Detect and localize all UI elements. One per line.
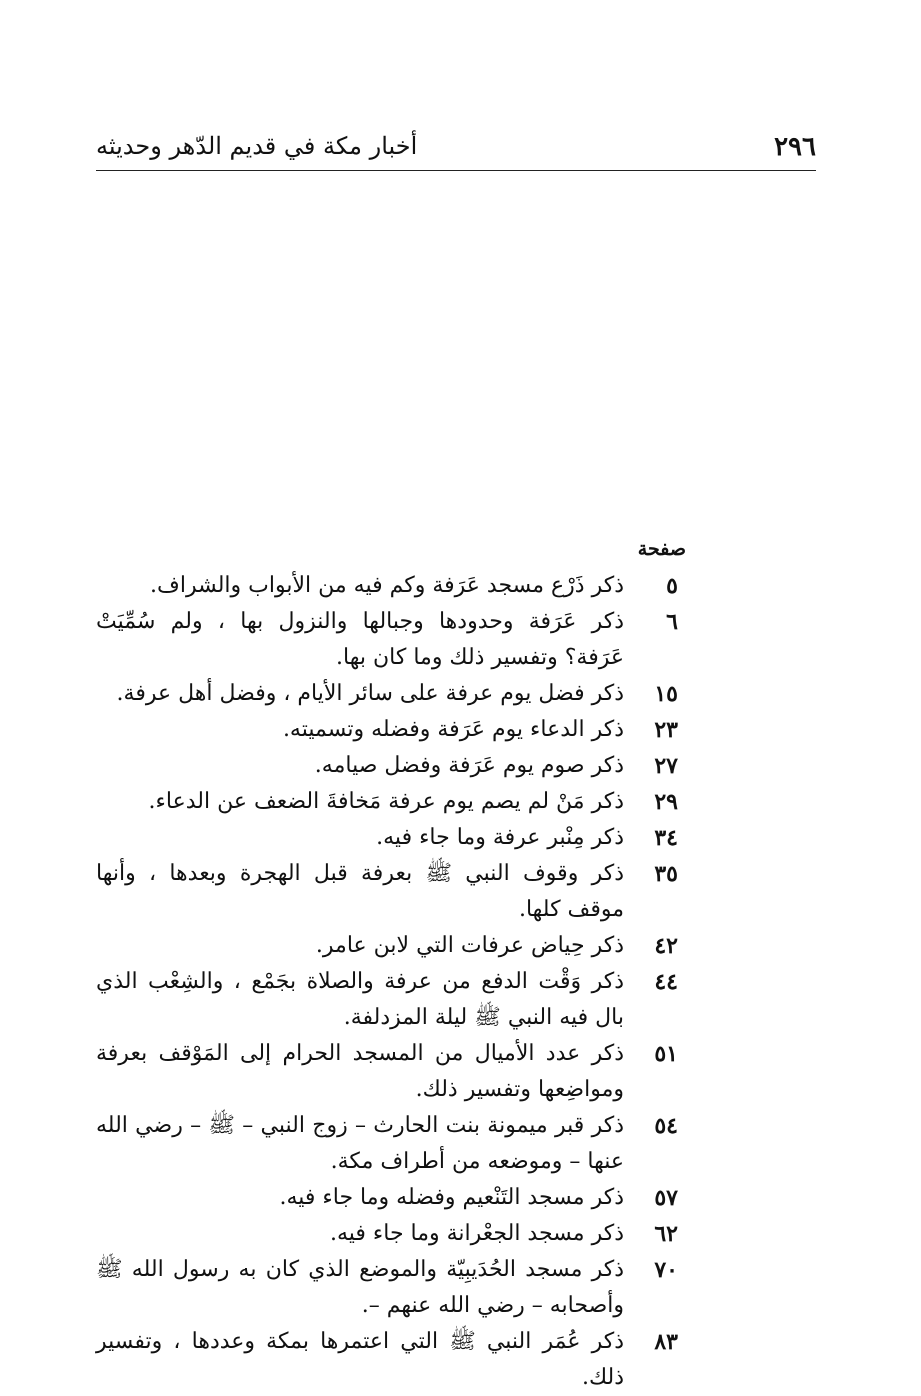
toc-entry-page-number: ٤٤ bbox=[654, 969, 678, 995]
toc-entry bbox=[96, 964, 686, 1036]
toc-entry-page-number: ٢٧ bbox=[654, 753, 678, 779]
toc-entry bbox=[96, 1216, 686, 1252]
toc-entry-page-number: ١٥ bbox=[654, 681, 678, 707]
toc-entry-page-number: ٨٣ bbox=[654, 1329, 678, 1355]
toc-entry-title: ذكر ذَرْع مسجد عَرَفة وكم فيه من الأبواب والشراف. bbox=[150, 573, 624, 598]
toc-entry-page-number: ٦ bbox=[666, 609, 678, 635]
toc-entry bbox=[96, 748, 686, 784]
page-column-heading: صفحة bbox=[637, 538, 686, 560]
toc-entry bbox=[96, 1108, 686, 1180]
toc-entry-title: ذكر عَرَفة وحدودها وجبالها والنزول بها ، ولم سُمِّيَتْ عَرَفة؟ وتفسير ذلك وما كان بها. bbox=[96, 609, 624, 670]
toc-entry-title: ذكر مَنْ لم يصم يوم عرفة مَخافةَ الضعف عن الدعاء. bbox=[148, 789, 624, 814]
toc-entry-page-number: ٧٠ bbox=[654, 1257, 678, 1283]
toc-entry-title: ذكر مِنْبر عرفة وما جاء فيه. bbox=[376, 825, 624, 850]
toc-entry-title: ذكر حِياض عرفات التي لابن عامر. bbox=[315, 933, 624, 958]
toc-entry-page-number: ٥٧ bbox=[654, 1185, 678, 1211]
toc-entry-title: ذكر مسجد التَنْعيم وفضله وما جاء فيه. bbox=[279, 1185, 624, 1210]
toc-entry bbox=[96, 856, 686, 928]
toc-entry-title: ذكر وَقْت الدفع من عرفة والصلاة بجَمْع ، والشِعْب الذي بال فيه النبي ﷺ ليلة المزدلفة. bbox=[96, 969, 624, 1030]
toc-entry-title: ذكر فضل يوم عرفة على سائر الأيام ، وفضل أهل عرفة. bbox=[116, 681, 624, 706]
toc-entry bbox=[96, 1252, 686, 1324]
running-title: أخبار مكة في قديم الدّهر وحديثه bbox=[96, 132, 418, 160]
page-number: ٢٩٦ bbox=[774, 132, 816, 162]
toc-entry-title: ذكر الدعاء يوم عَرَفة وفضله وتسميته. bbox=[282, 717, 624, 742]
toc-entry-page-number: ٦٢ bbox=[654, 1221, 678, 1247]
toc-entry-title: ذكر مسجد الجعْرانة وما جاء فيه. bbox=[329, 1221, 624, 1246]
toc-entry-title: ذكر وقوف النبي ﷺ بعرفة قبل الهجرة وبعدها ، وأنها موقف كلها. bbox=[96, 861, 624, 922]
toc-entry bbox=[96, 568, 686, 604]
toc-entry-page-number: ٣٥ bbox=[654, 861, 678, 887]
toc-entry-page-number: ٢٩ bbox=[654, 789, 678, 815]
toc-entry-title: ذكر قبر ميمونة بنت الحارث – زوج النبي – ﷺ – رضي الله عنها – وموضعه من أطراف مكة. bbox=[96, 1113, 624, 1174]
toc-entry-page-number: ٥ bbox=[666, 573, 678, 599]
toc-entry-page-number: ٢٣ bbox=[654, 717, 678, 743]
toc-entry-page-number: ٥٤ bbox=[654, 1113, 678, 1139]
toc-entry-title: ذكر عُمَر النبي ﷺ التي اعتمرها بمكة وعددها ، وتفسير ذلك. bbox=[96, 1329, 624, 1390]
toc-entry-page-number: ٣٤ bbox=[654, 825, 678, 851]
toc-entries bbox=[96, 568, 686, 1396]
toc-entry bbox=[96, 712, 686, 748]
toc-entry-title: ذكر عدد الأميال من المسجد الحرام إلى المَوْقف بعرفة ومواضِعها وتفسير ذلك. bbox=[96, 1041, 624, 1102]
toc-entry bbox=[96, 784, 686, 820]
toc-entry bbox=[96, 604, 686, 676]
toc-entry-page-number: ٤٢ bbox=[654, 933, 678, 959]
toc-entry bbox=[96, 1036, 686, 1108]
toc-entry-page-number: ٥١ bbox=[654, 1041, 678, 1067]
toc-entry bbox=[96, 820, 686, 856]
toc-entry bbox=[96, 928, 686, 964]
toc-entry bbox=[96, 1180, 686, 1216]
toc-entry bbox=[96, 676, 686, 712]
toc-entry bbox=[96, 1324, 686, 1396]
toc-entry-title: ذكر صوم يوم عَرَفة وفضل صيامه. bbox=[314, 753, 624, 778]
toc-entry-title: ذكر مسجد الحُدَيبِيّة والموضع الذي كان به رسول الله ﷺ وأصحابه – رضي الله عنهم –. bbox=[96, 1257, 624, 1318]
page-header bbox=[96, 128, 816, 168]
header-rule bbox=[96, 170, 816, 171]
